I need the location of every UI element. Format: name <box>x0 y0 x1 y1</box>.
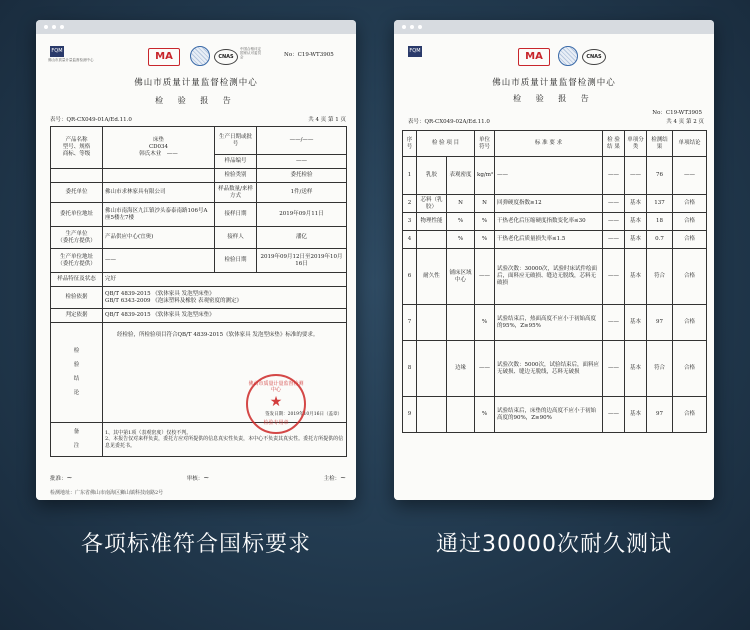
field-label: 接样日期 <box>215 203 257 227</box>
table-row <box>51 203 347 227</box>
fqm-logo-subtext: 佛山市质量计量监督检测中心 <box>48 58 94 62</box>
page-indicator: 共 4 页 第 1 页 <box>308 117 346 123</box>
measured-value: 符合 <box>647 249 673 305</box>
reviewer-label: 审核：~ <box>186 474 210 482</box>
org-title: 佛山市质量计量监督检测中心 <box>134 78 258 88</box>
standard-requirement: 试验结束后，热面高度不应小于初始高度的95%，Z≥95% <box>495 305 603 341</box>
conclusion-text: 经检验，所检验项目符合QB/T 4839-2015《软体家具 发泡型床垫》标准的要求。 <box>117 332 319 338</box>
window-dot <box>418 25 422 29</box>
stamp-subtext: 检验专用章 <box>263 419 289 426</box>
field-value: 佛山市求林家具有限公司 <box>103 183 215 203</box>
test-subitem <box>447 397 475 433</box>
window-dots <box>402 25 422 29</box>
test-subitem: N <box>447 195 475 213</box>
table-row <box>51 169 347 183</box>
test-item <box>417 231 447 249</box>
item-conclusion: 合格 <box>673 305 707 341</box>
column-header: 检 验 项 目 <box>417 131 475 157</box>
test-result: —— <box>603 249 625 305</box>
cnas-logo-icon: CNAS <box>582 49 606 65</box>
item-class: 基本 <box>625 195 647 213</box>
test-item: 物理性能 <box>417 213 447 231</box>
field-value: QB/T 4839-2015 《软体家具 发泡型床垫》 <box>103 309 347 323</box>
official-stamp <box>246 374 306 434</box>
measured-value: 76 <box>647 157 673 195</box>
table-header-row <box>403 131 707 157</box>
signature-mark: ~ <box>340 474 346 482</box>
standard-requirement: —— <box>495 157 603 195</box>
window-dot <box>60 25 64 29</box>
table-row <box>403 213 707 231</box>
standard-requirement: 试验结束后，床垫的边高度不应小于初始高度的90%，Z≥90% <box>495 397 603 433</box>
row-number: 3 <box>403 213 417 231</box>
field-label: 委托单位地址 <box>51 203 103 227</box>
item-conclusion: 合格 <box>673 195 707 213</box>
test-subitem: 边缘 <box>447 341 475 397</box>
stamp-star-icon: ★ <box>269 394 283 410</box>
row-number: 4 <box>403 231 417 249</box>
test-subitem: 表观密度 <box>447 157 475 195</box>
approver-label: 批准：~ <box>50 474 73 482</box>
conclusion-sign: 签发日期：2019年10月16日（盖章） <box>265 412 342 418</box>
caption-durability: 通过30000次耐久测试 <box>436 532 672 557</box>
window-dot <box>410 25 414 29</box>
row-number: 2 <box>403 195 417 213</box>
measured-value: 18 <box>647 213 673 231</box>
cnas-logo-subtext: 中国合格评定国家认可委员会 <box>240 47 261 59</box>
cma-logo-icon: MA <box>148 48 180 66</box>
column-header: 单项结论 <box>673 131 707 157</box>
test-results-table <box>402 130 707 433</box>
table-row <box>51 183 347 203</box>
test-result: —— <box>603 341 625 397</box>
footer-address: 检测地址：广东省佛山市南海区狮山镇科技南路2号 <box>50 489 164 496</box>
row-number: 9 <box>403 397 417 433</box>
measured-value: 97 <box>647 397 673 433</box>
test-result: —— <box>603 213 625 231</box>
field-value: 2019年09月12日至2019年10月16日 <box>257 249 347 273</box>
left-report-paper <box>36 34 356 500</box>
left-report-window <box>36 20 356 500</box>
field-value: —— <box>103 249 215 273</box>
standard-requirement: 试验次数：30000次，试验时床试件绘面后，面料应无破损、缝边无脱线，芯料无破损 <box>495 249 603 305</box>
unit-symbol: kg/m³ <box>475 157 495 195</box>
left-window-titlebar <box>36 20 356 34</box>
standard-requirement: 干热老化后压缩硬度指数变化率≤30 <box>495 213 603 231</box>
field-label <box>51 169 103 183</box>
report-number: No：C19-WT3905 <box>284 52 334 58</box>
test-result: —— <box>603 231 625 249</box>
field-value <box>103 169 215 183</box>
test-subitem: % <box>447 231 475 249</box>
unit-symbol: % <box>475 231 495 249</box>
field-label: 检验依据 <box>51 287 103 309</box>
field-value: ——/—— <box>257 127 347 155</box>
field-label: 生产单位 （委托方提供） <box>51 227 103 249</box>
report-title: 检 验 报 告 <box>513 94 595 103</box>
notes-text: 1、其中第1项（表观密度）仅校不判。 2、本报告仅对来样负责，委托方应对所提供的信息真实性负责，本中心不负责其真实性。委托方所提供的信息见委托书。 <box>103 423 347 457</box>
signature-line <box>50 474 346 483</box>
table-row <box>403 305 707 341</box>
field-label: 检 验 结 论 <box>51 323 103 423</box>
field-label: 生产日期或批号 <box>215 127 257 155</box>
test-result: —— <box>603 195 625 213</box>
standard-requirement: 试验次数：5000次，试验结束后，面料应无破损、缝边无脱线，芯料无破损 <box>495 341 603 397</box>
field-label: 样品编号 <box>215 155 257 169</box>
test-subitem <box>447 305 475 341</box>
table-row <box>403 157 707 195</box>
item-conclusion: 合格 <box>673 249 707 305</box>
window-dots <box>44 25 64 29</box>
field-label: 判定依据 <box>51 309 103 323</box>
item-class: 基本 <box>625 397 647 433</box>
writer-label: 主检：~ <box>323 474 346 482</box>
window-dot <box>44 25 48 29</box>
window-dot <box>52 25 56 29</box>
field-value: 2019年09月11日 <box>257 203 347 227</box>
page-indicator: 共 4 页 第 2 页 <box>666 119 704 125</box>
field-value: 委托检验 <box>257 169 347 183</box>
field-label: 检验日期 <box>215 249 257 273</box>
unit-symbol: % <box>475 397 495 433</box>
item-class: 基本 <box>625 249 647 305</box>
table-row <box>51 227 347 249</box>
table-row <box>403 341 707 397</box>
test-subitem: 铺床区域中心 <box>447 249 475 305</box>
item-class: 基本 <box>625 305 647 341</box>
field-value: —— <box>257 155 347 169</box>
field-label: 生产单位地址 （委托方提供） <box>51 249 103 273</box>
item-conclusion: —— <box>673 157 707 195</box>
table-row <box>51 127 347 155</box>
column-header: 标 准 要 求 <box>495 131 603 157</box>
test-item: 乳胶 <box>417 157 447 195</box>
form-meta-line <box>50 117 346 124</box>
unit-symbol: —— <box>475 341 495 397</box>
field-value: 完好 <box>103 273 347 287</box>
globe-seal-icon <box>558 46 578 66</box>
report-number: No：C19-WT3905 <box>652 110 702 116</box>
row-number: 7 <box>403 305 417 341</box>
fqm-logo-icon: FQM <box>408 46 422 57</box>
table-row <box>51 273 347 287</box>
standard-requirement: 干热老化后质量损失率≤1.5 <box>495 231 603 249</box>
field-value: 产品供应中心(宜奥) <box>103 227 215 249</box>
field-label: 样品数量/来样方式 <box>215 183 257 203</box>
cnas-logo-icon: CNAS <box>214 49 238 65</box>
field-label: 接样人 <box>215 227 257 249</box>
test-result: —— <box>603 397 625 433</box>
right-report-paper <box>394 34 714 500</box>
item-class: 基本 <box>625 213 647 231</box>
column-header: 序号 <box>403 131 417 157</box>
unit-symbol: % <box>475 305 495 341</box>
row-number: 6 <box>403 249 417 305</box>
right-logo-row <box>408 44 704 70</box>
form-number: 表号：QR-CX049-02A/Ed.11.0 <box>408 119 490 125</box>
test-subitem: % <box>447 213 475 231</box>
column-header: 单位 符号 <box>475 131 495 157</box>
measured-value: 0.7 <box>647 231 673 249</box>
form-meta-line <box>408 119 704 126</box>
globe-seal-icon <box>190 46 210 66</box>
conclusion-cell <box>103 323 347 423</box>
item-conclusion: 合格 <box>673 213 707 231</box>
test-result: —— <box>603 305 625 341</box>
signature-mark: ~ <box>66 474 73 482</box>
measured-value: 符合 <box>647 341 673 397</box>
row-number: 8 <box>403 341 417 397</box>
item-class: 基本 <box>625 341 647 397</box>
form-number: 表号：QR-CX049-01A/Ed.11.0 <box>50 117 132 123</box>
stamp-text: 佛山市质量计量监督检测中心 <box>248 381 304 394</box>
item-conclusion: 合格 <box>673 341 707 397</box>
item-class: 基本 <box>625 231 647 249</box>
column-header: 检 验 结 果 <box>603 131 625 157</box>
unit-symbol: N <box>475 195 495 213</box>
field-value: 1件/送样 <box>257 183 347 203</box>
right-window-titlebar <box>394 20 714 34</box>
field-label: 检验类别 <box>215 169 257 183</box>
table-row <box>403 195 707 213</box>
column-header: 单项分类 <box>625 131 647 157</box>
item-class: —— <box>625 157 647 195</box>
unit-symbol: % <box>475 213 495 231</box>
field-value: 佛山市南海区九江镇沙头泰泰南路106号A座5楼左7楼 <box>103 203 215 227</box>
item-conclusion: 合格 <box>673 397 707 433</box>
field-label: 样品特征及状态 <box>51 273 103 287</box>
field-value: 床垫 CD034 韩氏木业 —— <box>103 127 215 169</box>
column-header: 检测结果 <box>647 131 673 157</box>
fqm-logo-icon: FQM <box>50 46 64 57</box>
test-item: 耐久性 <box>417 249 447 305</box>
left-logo-row <box>50 44 346 70</box>
measured-value: 137 <box>647 195 673 213</box>
report-title: 检 验 报 告 <box>155 96 237 105</box>
table-row <box>403 231 707 249</box>
row-number: 1 <box>403 157 417 195</box>
unit-symbol: —— <box>475 249 495 305</box>
test-item: 芯料（乳胶） <box>417 195 447 213</box>
cma-logo-icon: MA <box>518 48 550 66</box>
signature-mark: ~ <box>203 474 210 482</box>
field-label: 委托单位 <box>51 183 103 203</box>
caption-standards: 各项标准符合国标要求 <box>80 532 311 557</box>
item-conclusion: 合格 <box>673 231 707 249</box>
test-item <box>417 397 447 433</box>
field-value: 潘亿 <box>257 227 347 249</box>
window-dot <box>402 25 406 29</box>
test-result: —— <box>603 157 625 195</box>
table-row <box>51 287 347 309</box>
test-item <box>417 305 447 341</box>
field-value: QB/T 4839-2015 《软体家具 发泡型床垫》 GB/T 6343-2009 《泡沫塑料及橡胶 表观密度的测定》 <box>103 287 347 309</box>
standard-requirement: 回弹硬度指数≥12 <box>495 195 603 213</box>
table-row <box>51 423 347 457</box>
table-row <box>403 397 707 433</box>
right-report-window <box>394 20 714 500</box>
field-label: 产品名称 型号、规格 商标、等级 <box>51 127 103 169</box>
table-row <box>51 249 347 273</box>
table-row <box>403 249 707 305</box>
test-item <box>417 341 447 397</box>
field-label: 备 注 <box>51 423 103 457</box>
measured-value: 97 <box>647 305 673 341</box>
org-title: 佛山市质量计量监督检测中心 <box>492 78 616 88</box>
table-row <box>51 309 347 323</box>
